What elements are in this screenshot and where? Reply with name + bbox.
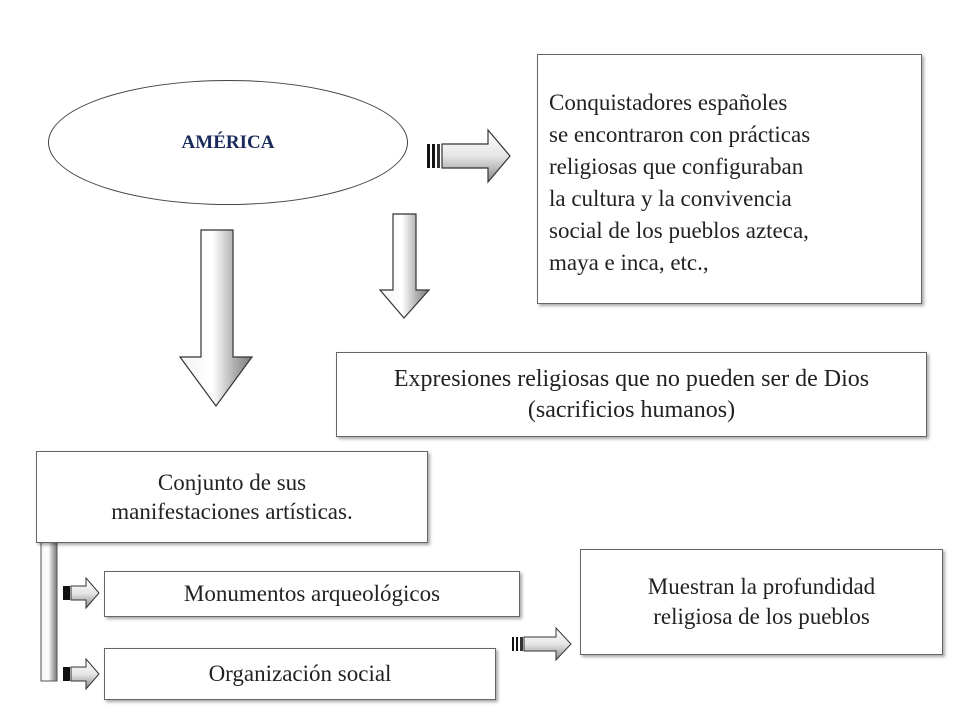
arrow-to-muestran — [512, 628, 571, 660]
expresiones-line-1: Expresiones religiosas que no pueden ser de Dios — [393, 365, 870, 392]
conjunto-line-1: Conjunto de sus — [157, 470, 307, 495]
conjunto-line-2: manifestaciones artísticas. — [111, 499, 353, 524]
conquistadores-box — [537, 54, 922, 304]
organizacion-box — [104, 648, 496, 700]
muestran-line-1: Muestran la profundidad — [647, 574, 876, 599]
conquistadores-line: se encontraron con prácticas — [549, 122, 811, 147]
muestran-line-2: religiosa de los pueblos — [653, 604, 870, 629]
organizacion-label: Organización social — [208, 661, 392, 686]
monumentos-label: Monumentos arqueológicos — [183, 581, 441, 606]
america-label: AMÉRICA — [181, 131, 275, 153]
conquistadores-line: la cultura y la convivencia — [549, 186, 792, 211]
conjunto-box — [36, 451, 428, 543]
conquistadores-line: Conquistadores españoles — [549, 90, 788, 115]
arrow-down-to-conjunto — [180, 230, 252, 406]
monumentos-box — [104, 571, 520, 617]
expresiones-box — [336, 352, 927, 437]
arrow-right-to-conquistadores — [427, 130, 510, 182]
arrow-to-monumentos — [63, 578, 99, 608]
bracket-bar — [41, 541, 57, 681]
expresiones-line-2: (sacrificios humanos) — [527, 396, 736, 423]
conquistadores-line: religiosas que configuraban — [549, 154, 804, 179]
arrow-to-organizacion — [63, 659, 99, 689]
conquistadores-line: maya e inca, etc., — [549, 250, 709, 275]
arrow-down-to-expresiones — [380, 214, 429, 318]
conquistadores-line: social de los pueblos azteca, — [549, 218, 809, 243]
america-oval — [48, 80, 408, 205]
muestran-box — [580, 549, 943, 655]
